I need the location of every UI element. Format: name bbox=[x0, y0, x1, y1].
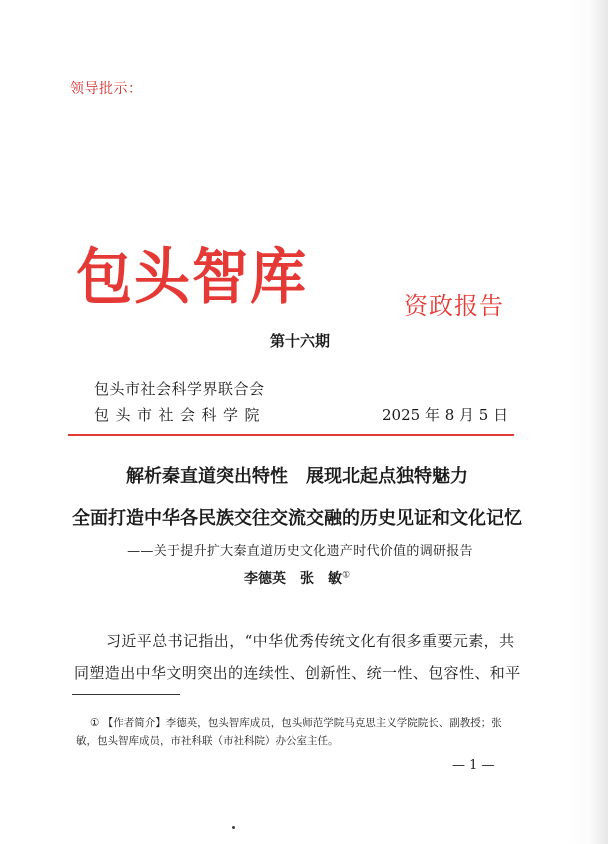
report-authors bbox=[0, 568, 594, 588]
footnote-divider bbox=[72, 694, 180, 695]
author-footnote-marker: ① bbox=[341, 570, 351, 581]
scan-speck bbox=[232, 826, 235, 829]
publisher-academy: 包头市社会科学院 bbox=[94, 406, 267, 424]
body-text-line-2: 同塑造出中华文明突出的连续性、创新性、统一性、包容性、和平 bbox=[74, 664, 521, 682]
issue-date: 2025 年 8 月 5 日 bbox=[382, 406, 509, 424]
header-divider bbox=[68, 434, 514, 436]
report-title-line-1: 解析秦直道突出特性 展现北起点独特魅力 bbox=[126, 466, 468, 487]
body-text-line-1: 习近平总书记指出，“中华优秀传统文化有很多重要元素，共 bbox=[106, 632, 515, 650]
page-edge bbox=[586, 0, 608, 844]
masthead-subtitle: 资政报告 bbox=[404, 292, 504, 320]
report-title-line-2: 全面打造中华各民族交往交流交融的历史见证和文化记忆 bbox=[72, 508, 522, 529]
publisher-federation: 包头市社会科学界联合会 bbox=[94, 380, 265, 398]
issue-number: 第十六期 bbox=[269, 332, 330, 350]
masthead-title: 包头智库 bbox=[76, 242, 308, 313]
page-number: — 1 — bbox=[452, 758, 495, 773]
author-footnote: ① 【作者简介】李德英，包头智库成员，包头师范学院马克思主义学院院长、副教授；张敏，包头智库成员，市社科联（市社科院）办公室主任。 bbox=[76, 717, 502, 747]
author-names: 李德英 张 敏 bbox=[243, 571, 342, 587]
report-subtitle: ——关于提升扩大秦直道历史文化遗产时代价值的调研报告 bbox=[127, 544, 473, 559]
leader-annotation-label: 领导批示： bbox=[70, 81, 143, 97]
